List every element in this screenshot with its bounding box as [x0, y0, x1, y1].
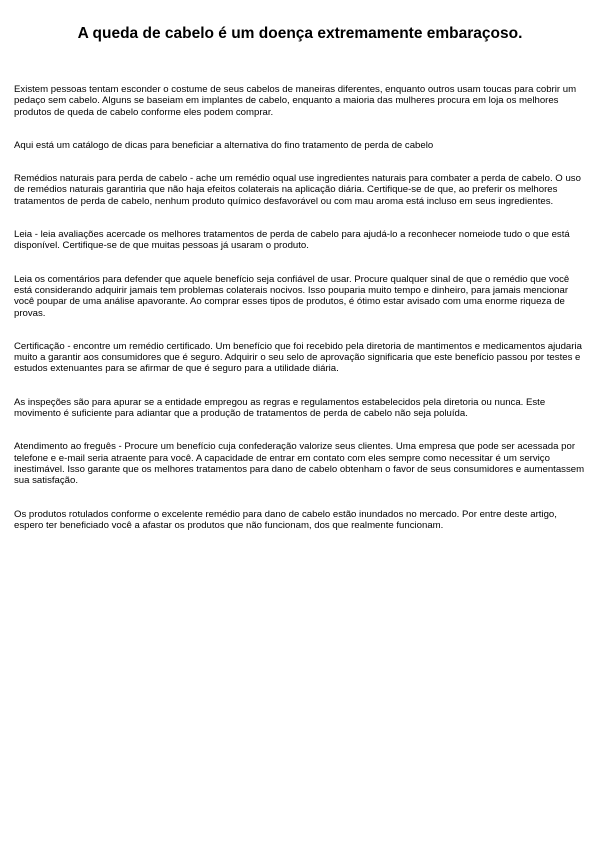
paragraph-tips-intro: Aqui está um catálogo de dicas para beneficiar a alternativa do fino tratamento de perda de cabelo — [14, 139, 434, 151]
paragraph-comments: Leia os comentários para defender que aquele benefício seja confiável de usar. Procure qualquer sinal de que o remédio que você está considerando adquirir jamais tem problemas colaterais nocivos. Isso pouparia muito tempo e dinheiro, para jamais mencionar você poupar de uma análise apavorante. Ao comprar esses tipos de produtos, é ótimo estar avisado com uma enorme riqueza de provas. — [14, 273, 570, 319]
document-title: A queda de cabelo é um doença extremamente embaraçoso. — [77, 25, 523, 42]
paragraph-conclusion: Os produtos rotulados conforme o excelente remédio para dano de cabelo estão inundados no mercado. Por entre deste artigo, espero ter beneficiado você a afastar os produtos que não funcionam, dos que realmente funcionam. — [14, 508, 557, 531]
paragraph-read-reviews: Leia - leia avaliações acercade os melhores tratamentos de perda de cabelo para ajudá-lo a reconhecer nomeiode tudo o que está disponível. Certifique-se de que muitas pessoas já usaram o produto. — [14, 229, 570, 252]
paragraph-certification: Certificação - encontre um remédio certificado. Um benefício que foi recebido pela diretoria de mantimentos e medicamentos ajudaria muito a garantir aos consumidores que é seguro. Adquirir o seu selo de aprovação significaria que este benefício passou por testes e estudos extenuantes para se afirmar de que é seguro para a utilidade diária. — [14, 340, 582, 375]
paragraph-customer-service: Atendimento ao freguês - Procure um benefício cuja confederação valorize seus clientes. Uma empresa que pode ser acessada por telefone e e-mail seria atraente para você. A capacidade de entrar em contato com eles sempre como necessitar é um serviço inestimável. Isso garante que os melhores tratamentos para dano de cabelo obtenham o favor de seus consumidores e aumentassem sua satisfação. — [14, 441, 585, 487]
paragraph-intro: Existem pessoas tentam esconder o costume de seus cabelos de maneiras diferentes, enquanto outros usam toucas para cobrir um pedaço sem cabelo. Alguns se baseiam em implantes de cabelo, enquanto a maioria das mulheres procura em loja os melhores produtos de queda de cabelo conforme eles podem comprar. — [14, 84, 577, 118]
paragraph-natural-remedies: Remédios naturais para perda de cabelo - ache um remédio oqual use ingredientes naturais para combater a perda de cabelo. O uso de remédios naturais garantiria que não haja efeitos colaterais na aplicação diária. Certifique-se de que, ao preferir os melhores tratamentos de perda de cabelo, nenhum produto químico desfavorável ou com mau aroma está incluso em seus ingredientes. — [14, 173, 581, 207]
paragraph-inspections: As inspeções são para apurar se a entidade empregou as regras e regulamentos estabelecidos pela diretoria ou nunca. Este movimento é suficiente para adiantar que a produção de tratamentos de perda de cabelo não seja poluída. — [14, 396, 546, 420]
document-body — [14, 84, 588, 553]
